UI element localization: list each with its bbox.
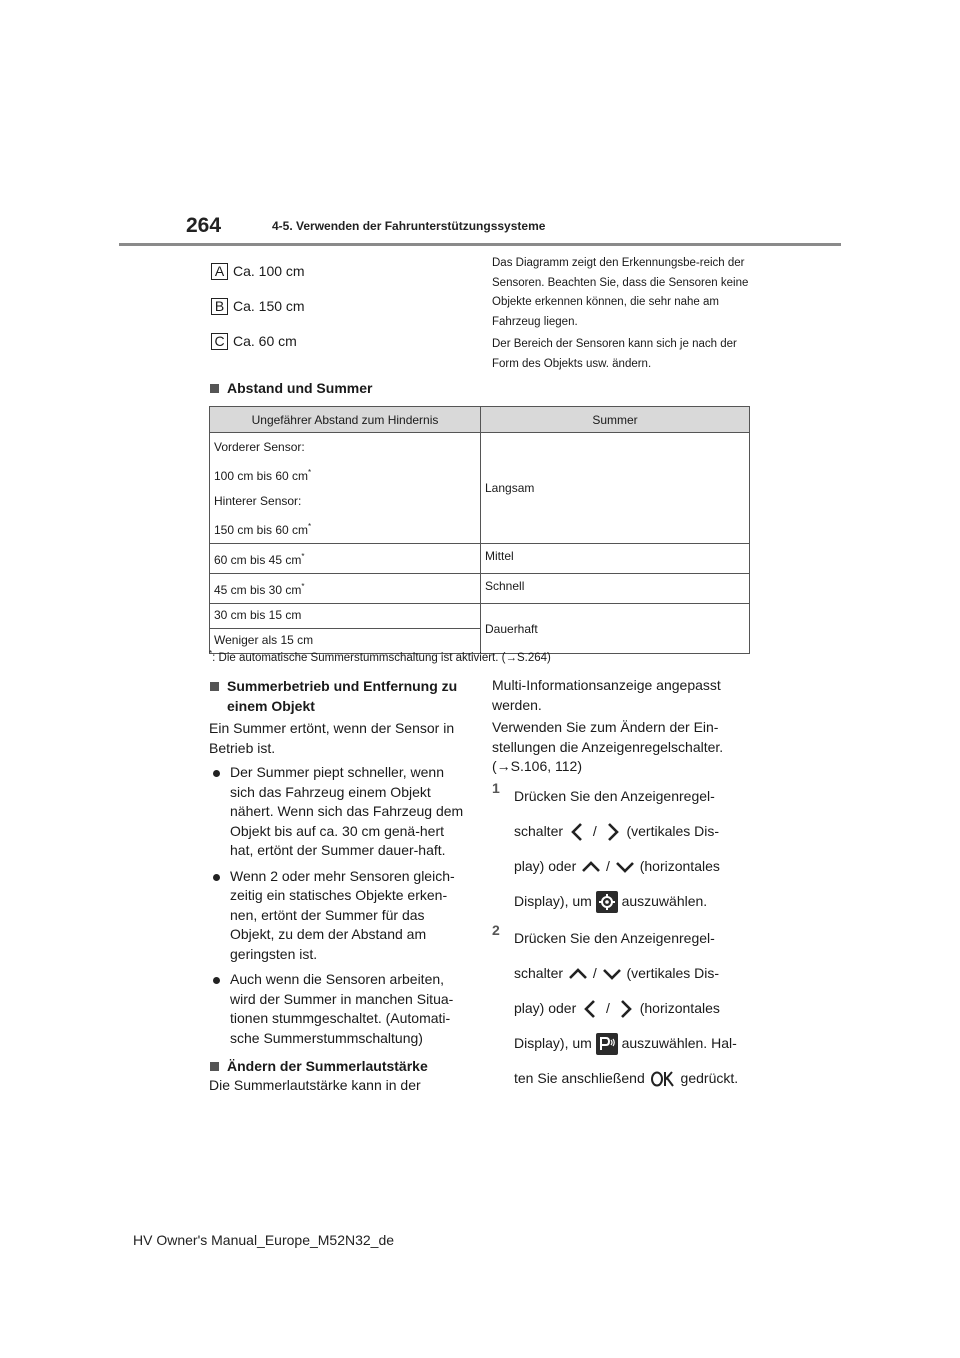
chevron-right-icon: [614, 998, 636, 1020]
legend-letter: C: [211, 333, 228, 350]
legend-text: Ca. 60 cm: [233, 333, 297, 349]
table-cell: 60 cm bis 45 cm*: [210, 544, 481, 574]
header-rule: [119, 243, 841, 246]
chevron-up-icon: [567, 963, 589, 985]
list-item: Wenn 2 oder mehr Sensoren gleich-zeitig ein statisches Objekte erken-nen, ertönt der Summer für das Objekt, zu dem der Abstand am geringsten ist.: [209, 867, 467, 965]
buzzer-intro: Ein Summer ertönt, wenn der Sensor in Betrieb ist.: [209, 720, 455, 756]
section-title: 4-5. Verwenden der Fahrunterstützungssysteme: [272, 219, 546, 233]
legend-item-b: [211, 295, 305, 317]
heading-buzzer: Summerbetrieb und Entfernung zu einem Objekt: [209, 676, 467, 716]
legend-text: Ca. 100 cm: [233, 263, 305, 279]
heading-volume: Ändern der Summerlautstärke: [209, 1056, 467, 1076]
legend-letter: B: [211, 298, 228, 315]
bullet-dot-icon: [213, 770, 220, 777]
step-number: 1: [492, 779, 500, 796]
legend-text: Ca. 150 cm: [233, 298, 305, 314]
table-cell: Dauerhaft: [481, 604, 750, 654]
step-1: 1 Drücken Sie den Anzeigenregel- schalter / (vertikales Dis- play) oder / (horizontales Display), um auszuwählen.: [492, 779, 754, 919]
chevron-up-icon: [580, 856, 602, 878]
square-bullet-icon: [210, 1062, 219, 1071]
table-header: Summer: [481, 407, 750, 433]
list-item: Auch wenn die Sensoren arbeiten, wird der Summer in manchen Situa-tionen stummgeschaltet. (Automati-sche Summerstummschaltung): [209, 970, 467, 1048]
ok-button-icon: [649, 1069, 677, 1089]
chevron-down-icon: [614, 856, 636, 878]
table-row: [210, 544, 750, 574]
diagram-note: [492, 254, 752, 377]
table-header: Ungefährer Abstand zum Hindernis: [210, 407, 481, 433]
table-cell: 45 cm bis 30 cm*: [210, 574, 481, 604]
chevron-left-icon: [580, 998, 602, 1020]
left-column: [209, 676, 467, 1096]
volume-text-left: Die Summerlautstärke kann in der: [209, 1077, 421, 1093]
table-cell: Vorderer Sensor: 100 cm bis 60 cm* Hinterer Sensor: 150 cm bis 60 cm*: [210, 433, 481, 544]
square-bullet-icon: [210, 682, 219, 691]
note-paragraph: Das Diagramm zeigt den Erkennungsbe-reich der Sensoren. Beachten Sie, dass die Sensoren keine Objekte erkennen können, die sehr nahe am Fahrzeug liegen.: [492, 257, 749, 328]
legend-item-c: [211, 330, 297, 352]
table-cell: Mittel: [481, 544, 750, 574]
volume-text-right: Multi-Informationsanzeige angepasst werden.: [492, 677, 721, 713]
distance-table: [209, 406, 750, 654]
volume-switch-text: Verwenden Sie zum Ändern der Ein-stellungen die Anzeigenregelschalter. (→S.106, 112): [492, 719, 724, 774]
footer-text: HV Owner's Manual_Europe_M52N32_de: [133, 1232, 395, 1248]
page-number: 264: [186, 214, 222, 237]
chevron-left-icon: [567, 821, 589, 843]
step-2: 2 Drücken Sie den Anzeigenregel- schalter / (vertikales Dis- play) oder / (horizontales Display), um auszuwählen. Hal- ten Sie anschließend gedrückt.: [492, 921, 754, 1096]
note-paragraph: Der Bereich der Sensoren kann sich je nach der Form des Objekts usw. ändern.: [492, 338, 737, 370]
table-cell: Langsam: [481, 433, 750, 544]
settings-gear-icon: [596, 891, 618, 913]
chevron-down-icon: [601, 963, 623, 985]
right-column: [492, 676, 754, 1096]
square-bullet-icon: [210, 384, 219, 393]
parking-sensor-icon: [596, 1033, 618, 1055]
table-cell: 30 cm bis 15 cm: [210, 604, 481, 629]
table-cell: Schnell: [481, 574, 750, 604]
bullet-dot-icon: [213, 874, 220, 881]
chevron-right-icon: [601, 821, 623, 843]
list-item: Der Summer piept schneller, wenn sich das Fahrzeug einem Objekt nähert. Wenn sich das Fahrzeug dem Objekt bis auf ca. 30 cm genä-hert hat, ertönt der Summer dauer-haft.: [209, 763, 467, 861]
table-row: [210, 604, 750, 629]
step-number: 2: [492, 921, 500, 938]
bullet-dot-icon: [213, 977, 220, 984]
heading-distance: Abstand und Summer: [209, 378, 372, 398]
legend-item-a: [211, 260, 305, 282]
table-footnote: *: Die automatische Summerstummschaltung ist aktiviert. (→S.264): [209, 649, 551, 664]
table-row: [210, 574, 750, 604]
legend-letter: A: [211, 263, 228, 280]
table-row: [210, 433, 750, 544]
table-cell: Weniger als 15 cm: [210, 629, 481, 654]
